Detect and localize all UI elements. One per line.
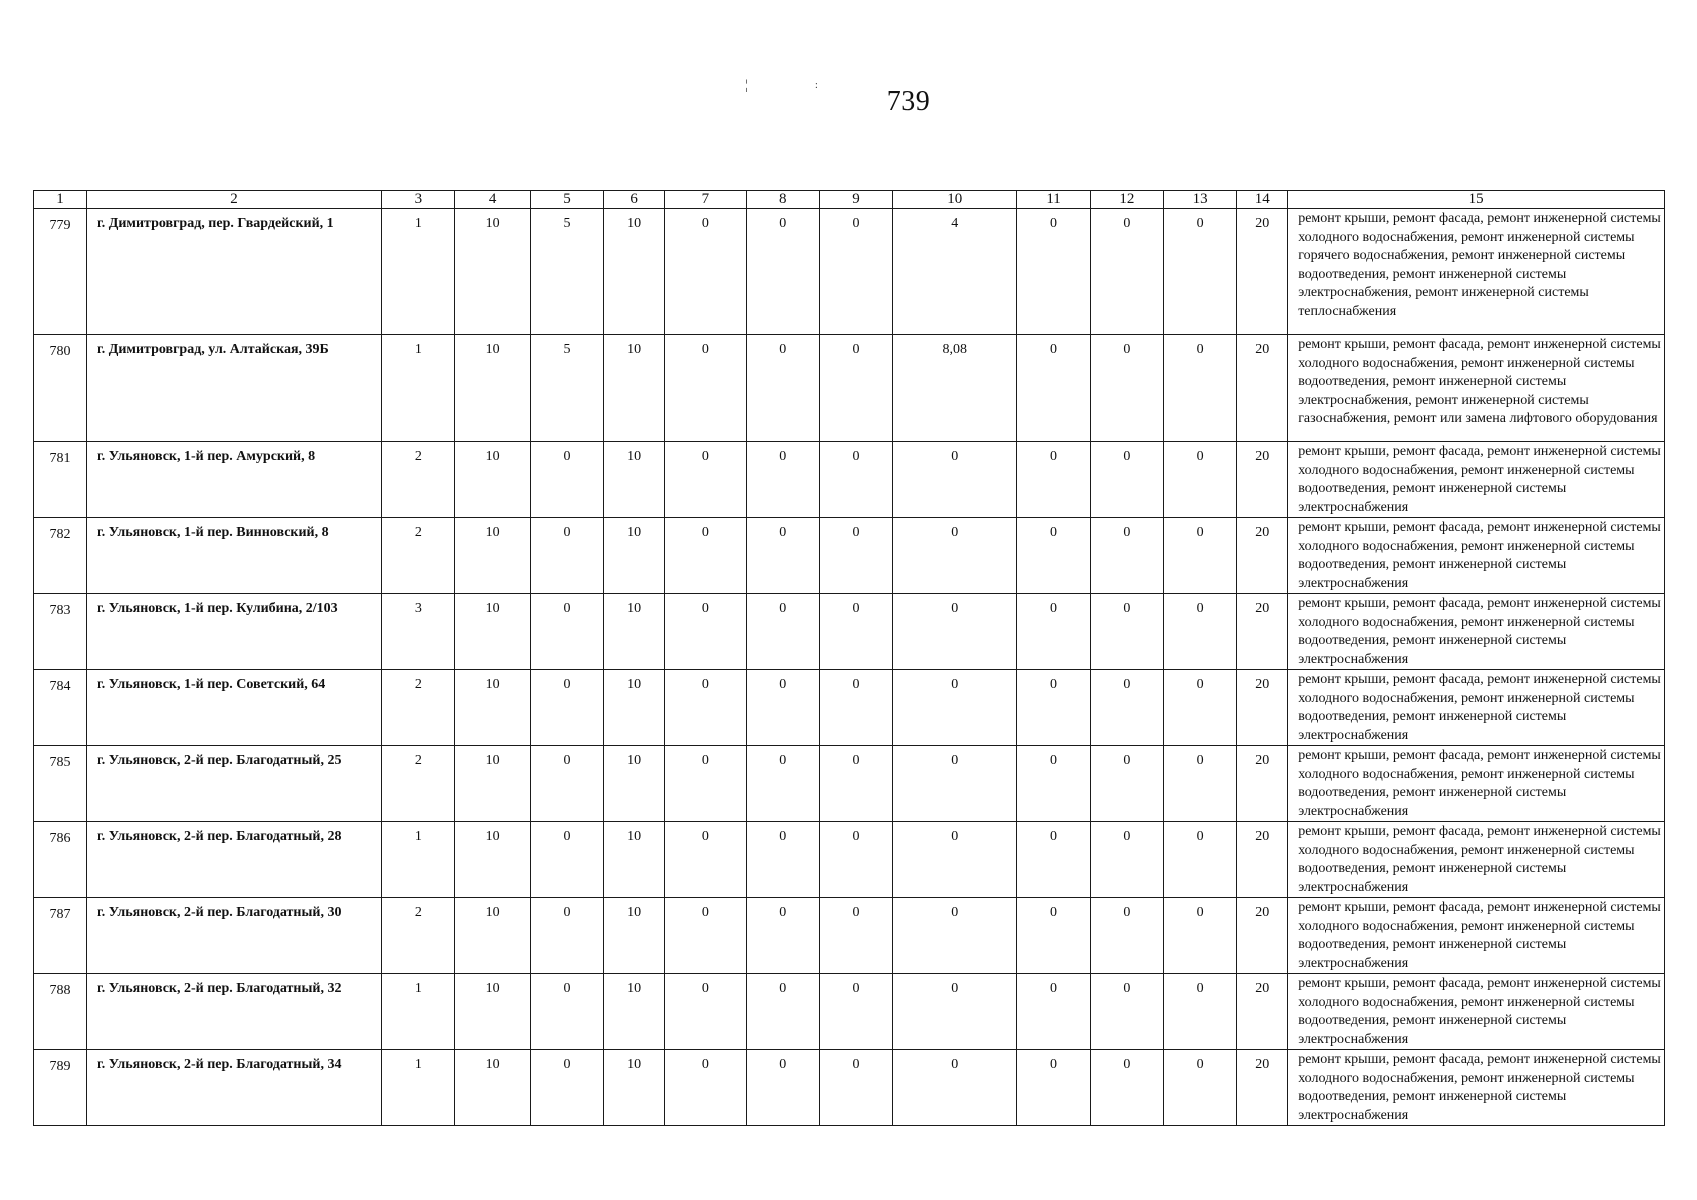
page-number-text: 739: [886, 86, 931, 117]
table-row: [34, 335, 1665, 442]
cell-col-7: 0: [665, 898, 746, 974]
address-cell: г. Димитровград, пер. Гвардейский, 1: [86, 209, 381, 335]
cell-col-7: 0: [665, 518, 746, 594]
cell-col-13: 0: [1164, 670, 1237, 746]
cell-col-3: 1: [382, 1050, 455, 1126]
works-list-cell: ремонт крыши, ремонт фасада, ремонт инженерной системы холодного водоснабжения, ремонт инженерной системы водоотведения, ремонт инженерной системы электроснабжения: [1288, 594, 1665, 670]
cell-col-10: 0: [893, 518, 1017, 594]
cell-col-5: 0: [530, 670, 603, 746]
row-number-cell: 789: [34, 1050, 87, 1126]
row-number-cell: 788: [34, 974, 87, 1050]
cell-col-13: 0: [1164, 1050, 1237, 1126]
cell-col-7: 0: [665, 209, 746, 335]
table-row: [34, 1050, 1665, 1126]
row-number-cell: 784: [34, 670, 87, 746]
cell-col-13: 0: [1164, 974, 1237, 1050]
cell-col-3: 2: [382, 518, 455, 594]
cell-col-4: 10: [455, 746, 530, 822]
cell-col-10: 8,08: [893, 335, 1017, 442]
cell-col-14: 20: [1237, 822, 1288, 898]
row-number-cell: 782: [34, 518, 87, 594]
scan-mark: ¦: [745, 78, 748, 93]
column-header-4: 4: [455, 191, 530, 209]
table-row: [34, 974, 1665, 1050]
column-header-15: 15: [1288, 191, 1665, 209]
cell-col-14: 20: [1237, 898, 1288, 974]
cell-col-5: 0: [530, 1050, 603, 1126]
table-row: [34, 898, 1665, 974]
cell-col-13: 0: [1164, 442, 1237, 518]
cell-col-14: 20: [1237, 746, 1288, 822]
cell-col-6: 10: [604, 1050, 665, 1126]
row-number-cell: 779: [34, 209, 87, 335]
works-list-cell: ремонт крыши, ремонт фасада, ремонт инженерной системы холодного водоснабжения, ремонт инженерной системы водоотведения, ремонт инженерной системы электроснабжения: [1288, 670, 1665, 746]
cell-col-11: 0: [1017, 518, 1090, 594]
cell-col-9: 0: [819, 974, 892, 1050]
address-cell: г. Ульяновск, 2-й пер. Благодатный, 25: [86, 746, 381, 822]
cell-col-12: 0: [1090, 822, 1163, 898]
scan-mark: :: [815, 80, 818, 91]
column-header-8: 8: [746, 191, 819, 209]
cell-col-11: 0: [1017, 670, 1090, 746]
cell-col-14: 20: [1237, 335, 1288, 442]
column-header-7: 7: [665, 191, 746, 209]
cell-col-12: 0: [1090, 1050, 1163, 1126]
cell-col-6: 10: [604, 442, 665, 518]
cell-col-5: 5: [530, 335, 603, 442]
address-cell: г. Ульяновск, 1-й пер. Кулибина, 2/103: [86, 594, 381, 670]
cell-col-4: 10: [455, 594, 530, 670]
cell-col-5: 0: [530, 974, 603, 1050]
table-row: [34, 670, 1665, 746]
cell-col-10: 0: [893, 746, 1017, 822]
cell-col-4: 10: [455, 518, 530, 594]
cell-col-3: 3: [382, 594, 455, 670]
works-list-cell: ремонт крыши, ремонт фасада, ремонт инженерной системы холодного водоснабжения, ремонт инженерной системы водоотведения, ремонт инженерной системы электроснабжения: [1288, 898, 1665, 974]
cell-col-12: 0: [1090, 442, 1163, 518]
table-row: [34, 594, 1665, 670]
cell-col-7: 0: [665, 442, 746, 518]
cell-col-8: 0: [746, 898, 819, 974]
cell-col-8: 0: [746, 1050, 819, 1126]
column-header-9: 9: [819, 191, 892, 209]
table-body: [34, 209, 1665, 1126]
address-cell: г. Ульяновск, 2-й пер. Благодатный, 32: [86, 974, 381, 1050]
cell-col-5: 0: [530, 822, 603, 898]
cell-col-11: 0: [1017, 746, 1090, 822]
cell-col-4: 10: [455, 974, 530, 1050]
cell-col-6: 10: [604, 209, 665, 335]
cell-col-4: 10: [455, 670, 530, 746]
works-list-cell: ремонт крыши, ремонт фасада, ремонт инженерной системы холодного водоснабжения, ремонт инженерной системы водоотведения, ремонт инженерной системы электроснабжения, ремонт инженерной системы газоснабжения, ремонт или замена лифтового оборудования: [1288, 335, 1665, 442]
cell-col-12: 0: [1090, 518, 1163, 594]
cell-col-8: 0: [746, 442, 819, 518]
register-table: [33, 190, 1665, 1126]
works-list-cell: ремонт крыши, ремонт фасада, ремонт инженерной системы холодного водоснабжения, ремонт инженерной системы водоотведения, ремонт инженерной системы электроснабжения: [1288, 746, 1665, 822]
cell-col-6: 10: [604, 974, 665, 1050]
cell-col-6: 10: [604, 670, 665, 746]
cell-col-9: 0: [819, 209, 892, 335]
cell-col-4: 10: [455, 1050, 530, 1126]
cell-col-4: 10: [455, 822, 530, 898]
cell-col-3: 1: [382, 822, 455, 898]
cell-col-11: 0: [1017, 1050, 1090, 1126]
cell-col-5: 0: [530, 594, 603, 670]
cell-col-6: 10: [604, 898, 665, 974]
cell-col-7: 0: [665, 335, 746, 442]
cell-col-6: 10: [604, 822, 665, 898]
cell-col-3: 2: [382, 898, 455, 974]
cell-col-5: 0: [530, 898, 603, 974]
cell-col-9: 0: [819, 822, 892, 898]
works-list-cell: ремонт крыши, ремонт фасада, ремонт инженерной системы холодного водоснабжения, ремонт инженерной системы водоотведения, ремонт инженерной системы электроснабжения: [1288, 974, 1665, 1050]
cell-col-14: 20: [1237, 1050, 1288, 1126]
cell-col-9: 0: [819, 898, 892, 974]
cell-col-14: 20: [1237, 594, 1288, 670]
cell-col-7: 0: [665, 974, 746, 1050]
cell-col-10: 0: [893, 1050, 1017, 1126]
cell-col-9: 0: [819, 335, 892, 442]
cell-col-7: 0: [665, 1050, 746, 1126]
cell-col-14: 20: [1237, 209, 1288, 335]
cell-col-8: 0: [746, 822, 819, 898]
cell-col-9: 0: [819, 746, 892, 822]
cell-col-9: 0: [819, 442, 892, 518]
cell-col-13: 0: [1164, 335, 1237, 442]
cell-col-8: 0: [746, 518, 819, 594]
cell-col-5: 0: [530, 746, 603, 822]
cell-col-6: 10: [604, 518, 665, 594]
column-header-3: 3: [382, 191, 455, 209]
cell-col-10: 4: [893, 209, 1017, 335]
cell-col-8: 0: [746, 746, 819, 822]
cell-col-3: 1: [382, 335, 455, 442]
cell-col-9: 0: [819, 670, 892, 746]
cell-col-8: 0: [746, 974, 819, 1050]
cell-col-3: 1: [382, 209, 455, 335]
column-header-5: 5: [530, 191, 603, 209]
cell-col-11: 0: [1017, 822, 1090, 898]
cell-col-14: 20: [1237, 670, 1288, 746]
works-list-cell: ремонт крыши, ремонт фасада, ремонт инженерной системы холодного водоснабжения, ремонт инженерной системы водоотведения, ремонт инженерной системы электроснабжения: [1288, 822, 1665, 898]
column-header-12: 12: [1090, 191, 1163, 209]
column-header-10: 10: [893, 191, 1017, 209]
table-row: [34, 822, 1665, 898]
address-cell: г. Ульяновск, 2-й пер. Благодатный, 34: [86, 1050, 381, 1126]
table-row: [34, 442, 1665, 518]
cell-col-4: 10: [455, 335, 530, 442]
cell-col-10: 0: [893, 898, 1017, 974]
cell-col-4: 10: [455, 209, 530, 335]
cell-col-12: 0: [1090, 746, 1163, 822]
cell-col-7: 0: [665, 670, 746, 746]
cell-col-10: 0: [893, 670, 1017, 746]
cell-col-5: 0: [530, 518, 603, 594]
cell-col-13: 0: [1164, 822, 1237, 898]
cell-col-11: 0: [1017, 335, 1090, 442]
cell-col-10: 0: [893, 974, 1017, 1050]
cell-col-7: 0: [665, 594, 746, 670]
row-number-cell: 786: [34, 822, 87, 898]
cell-col-13: 0: [1164, 209, 1237, 335]
address-cell: г. Ульяновск, 1-й пер. Амурский, 8: [86, 442, 381, 518]
cell-col-3: 2: [382, 746, 455, 822]
cell-col-5: 5: [530, 209, 603, 335]
address-cell: г. Ульяновск, 1-й пер. Винновский, 8: [86, 518, 381, 594]
row-number-cell: 780: [34, 335, 87, 442]
cell-col-13: 0: [1164, 594, 1237, 670]
cell-col-7: 0: [665, 746, 746, 822]
cell-col-14: 20: [1237, 974, 1288, 1050]
cell-col-7: 0: [665, 822, 746, 898]
works-list-cell: ремонт крыши, ремонт фасада, ремонт инженерной системы холодного водоснабжения, ремонт инженерной системы водоотведения, ремонт инженерной системы электроснабжения: [1288, 518, 1665, 594]
address-cell: г. Димитровград, ул. Алтайская, 39Б: [86, 335, 381, 442]
address-cell: г. Ульяновск, 2-й пер. Благодатный, 28: [86, 822, 381, 898]
cell-col-8: 0: [746, 594, 819, 670]
column-header-6: 6: [604, 191, 665, 209]
table-row: [34, 746, 1665, 822]
column-header-2: 2: [86, 191, 381, 209]
cell-col-12: 0: [1090, 974, 1163, 1050]
header-row: [34, 191, 1665, 209]
works-list-cell: ремонт крыши, ремонт фасада, ремонт инженерной системы холодного водоснабжения, ремонт инженерной системы горячего водоснабжения, ремонт инженерной системы водоотведения, ремонт инженерной системы электроснабжения, ремонт инженерной системы теплоснабжения: [1288, 209, 1665, 335]
cell-col-14: 20: [1237, 518, 1288, 594]
cell-col-3: 1: [382, 974, 455, 1050]
row-number-cell: 783: [34, 594, 87, 670]
cell-col-11: 0: [1017, 594, 1090, 670]
cell-col-10: 0: [893, 442, 1017, 518]
cell-col-13: 0: [1164, 746, 1237, 822]
column-header-14: 14: [1237, 191, 1288, 209]
column-header-11: 11: [1017, 191, 1090, 209]
column-header-1: 1: [34, 191, 87, 209]
address-cell: г. Ульяновск, 2-й пер. Благодатный, 30: [86, 898, 381, 974]
cell-col-12: 0: [1090, 670, 1163, 746]
row-number-cell: 787: [34, 898, 87, 974]
works-list-cell: ремонт крыши, ремонт фасада, ремонт инженерной системы холодного водоснабжения, ремонт инженерной системы водоотведения, ремонт инженерной системы электроснабжения: [1288, 1050, 1665, 1126]
column-header-13: 13: [1164, 191, 1237, 209]
cell-col-12: 0: [1090, 335, 1163, 442]
cell-col-6: 10: [604, 746, 665, 822]
cell-col-10: 0: [893, 822, 1017, 898]
cell-col-4: 10: [455, 442, 530, 518]
cell-col-6: 10: [604, 594, 665, 670]
address-cell: г. Ульяновск, 1-й пер. Советский, 64: [86, 670, 381, 746]
cell-col-13: 0: [1164, 898, 1237, 974]
works-list-cell: ремонт крыши, ремонт фасада, ремонт инженерной системы холодного водоснабжения, ремонт инженерной системы водоотведения, ремонт инженерной системы электроснабжения: [1288, 442, 1665, 518]
row-number-cell: 781: [34, 442, 87, 518]
cell-col-3: 2: [382, 670, 455, 746]
cell-col-4: 10: [455, 898, 530, 974]
cell-col-9: 0: [819, 594, 892, 670]
cell-col-12: 0: [1090, 594, 1163, 670]
cell-col-5: 0: [530, 442, 603, 518]
table-row: [34, 518, 1665, 594]
row-number-cell: 785: [34, 746, 87, 822]
cell-col-11: 0: [1017, 898, 1090, 974]
cell-col-8: 0: [746, 209, 819, 335]
cell-col-8: 0: [746, 335, 819, 442]
cell-col-10: 0: [893, 594, 1017, 670]
cell-col-9: 0: [819, 1050, 892, 1126]
cell-col-12: 0: [1090, 209, 1163, 335]
cell-col-9: 0: [819, 518, 892, 594]
table-row: [34, 209, 1665, 335]
cell-col-11: 0: [1017, 442, 1090, 518]
cell-col-11: 0: [1017, 209, 1090, 335]
cell-col-14: 20: [1237, 442, 1288, 518]
cell-col-6: 10: [604, 335, 665, 442]
cell-col-12: 0: [1090, 898, 1163, 974]
cell-col-11: 0: [1017, 974, 1090, 1050]
cell-col-13: 0: [1164, 518, 1237, 594]
cell-col-3: 2: [382, 442, 455, 518]
page-number: [0, 86, 1697, 118]
cell-col-8: 0: [746, 670, 819, 746]
